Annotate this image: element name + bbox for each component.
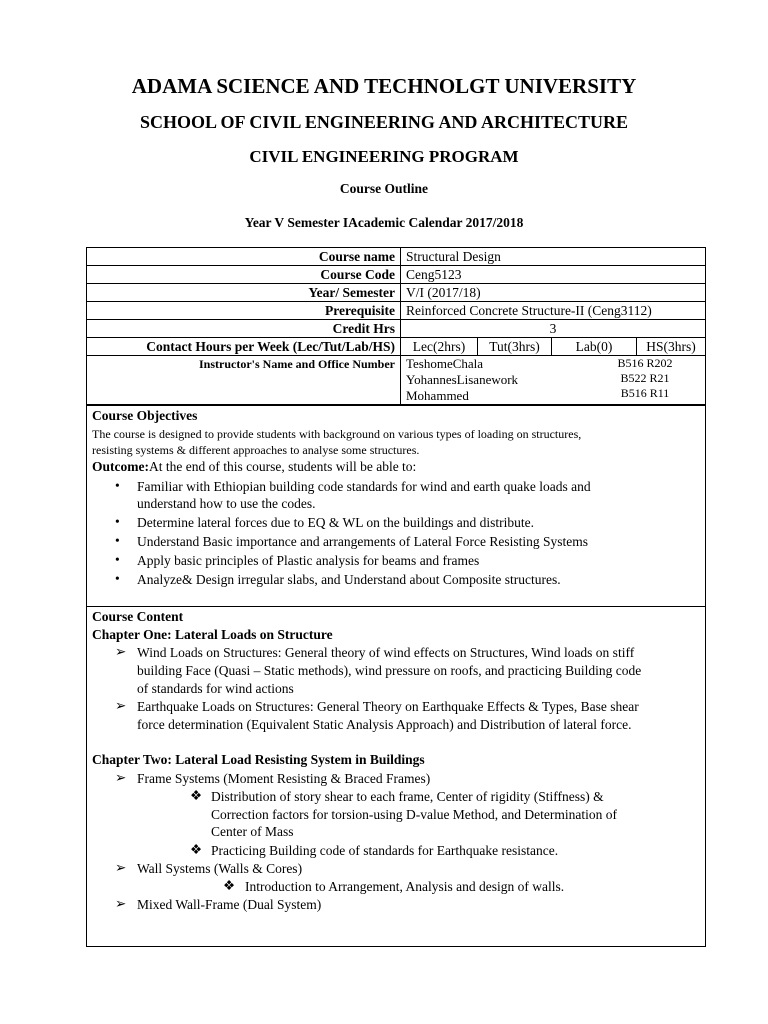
outcome-item: Apply basic principles of Plastic analysis for beams and frames [137,553,480,568]
chapter-one-topic: building Face (Quasi – Static methods), wind pressure on roofs, and practicing Building code [137,663,642,678]
row-course-code [87,266,706,284]
course-code-label: Course Code [87,266,401,284]
office-number: B522 R21 [620,371,670,385]
bullet-icon: • [115,514,120,529]
year-line: Year V Semester IAcademic Calendar 2017/2018 [244,215,524,230]
instructor-label: Instructor's Name and Office Number [87,356,401,405]
chapter-one-topic: force determination (Equivalent Static Analysis Approach) and Distribution of lateral force. [137,717,632,732]
row-instructor [87,356,706,405]
bullet-icon: • [115,552,120,567]
contact-hs: HS(3hrs) [646,339,696,354]
chapter-two-subtopic: Practicing Building code of standards for Earthquake resistance. [211,843,559,858]
row-prereq [87,302,706,320]
arrow-bullet-icon: ➢ [115,698,127,713]
course-info-table [86,247,706,405]
contact-label: Contact Hours per Week (Lec/Tut/Lab/HS) [87,338,401,356]
arrow-bullet-icon: ➢ [115,860,127,875]
outcome-item: Understand Basic importance and arrangements of Lateral Force Resisting Systems [137,534,588,549]
course-name-label: Course name [87,248,401,266]
chapter-one-heading: Chapter One: Lateral Loads on Structure [92,627,333,642]
chapter-two-subtopic: Distribution of story shear to each frame, Center of rigidity (Stiffness) & [211,789,604,804]
outcome-item: understand how to use the codes. [137,496,316,511]
course-name-value: Structural Design [401,248,706,266]
objectives-desc: The course is designed to provide students with background on various types of loading on structures, [92,427,582,441]
contact-lab: Lab(0) [552,338,637,355]
office-number: B516 R202 [617,356,673,370]
prereq-value: Reinforced Concrete Structure-II (Ceng3112) [401,302,706,320]
instructor-value [401,356,706,405]
objectives-title: Course Objectives [92,408,198,423]
doc-type: Course Outline [339,181,429,196]
row-contact [87,338,706,356]
office-number: B516 R11 [620,386,670,400]
chapter-two-subtopic: Introduction to Arrangement, Analysis and design of walls. [245,879,565,894]
content-title: Course Content [92,609,184,624]
credit-value: 3 [401,320,706,338]
outcome-item: Familiar with Ethiopian building code standards for wind and earth quake loads and [137,479,591,494]
arrow-bullet-icon: ➢ [115,896,127,911]
objectives-desc: resisting systems & different approaches to analyse some structures. [92,443,420,457]
prereq-label: Prerequisite [87,302,401,320]
diamond-bullet-icon: ❖ [190,842,203,857]
arrow-bullet-icon: ➢ [115,770,127,785]
instructor-name: TeshomeChala [406,356,484,371]
outcome-line [92,459,416,475]
bullet-icon: • [115,533,120,548]
row-course-name [87,248,706,266]
row-year-sem [87,284,706,302]
year-sem-value: V/I (2017/18) [401,284,706,302]
outcome-item: Analyze& Design irregular slabs, and Understand about Composite structures. [137,572,561,587]
outcome-item: Determine lateral forces due to EQ & WL on the buildings and distribute. [137,515,535,530]
objectives-section [86,405,706,607]
chapter-two-subtopic: Center of Mass [211,824,294,839]
bullet-icon: • [115,478,120,493]
contact-lec: Lec(2hrs) [401,338,478,355]
program-title: CIVIL ENGINEERING PROGRAM [249,147,519,166]
chapter-one-topic: of standards for wind actions [137,681,294,696]
outcome-label: Outcome: [92,459,149,474]
row-credit [87,320,706,338]
chapter-two-topic: Mixed Wall-Frame (Dual System) [137,897,322,912]
arrow-bullet-icon: ➢ [115,644,127,659]
chapter-two-topic: Frame Systems (Moment Resisting & Braced Frames) [137,771,431,786]
chapter-one-topic: Earthquake Loads on Structures: General Theory on Earthquake Effects & Types, Base shear [137,699,639,714]
instructor-name: YohannesLisanework [406,372,519,387]
content-section [86,606,706,947]
diamond-bullet-icon: ❖ [223,878,236,893]
credit-label: Credit Hrs [87,320,401,338]
instructor-name: Mohammed [406,388,469,403]
contact-tut: Tut(3hrs) [478,338,552,355]
contact-value [401,338,706,356]
university-title: ADAMA SCIENCE AND TECHNOLGT UNIVERSITY [131,74,637,98]
chapter-two-subtopic: Correction factors for torsion-using D-value Method, and Determination of [211,807,618,822]
chapter-one-topic: Wind Loads on Structures: General theory of wind effects on Structures, Wind loads on stiff [137,645,635,660]
chapter-two-topic: Wall Systems (Walls & Cores) [137,861,303,876]
diamond-bullet-icon: ❖ [190,788,203,803]
bullet-icon: • [115,571,120,586]
course-code-value: Ceng5123 [401,266,706,284]
year-sem-label: Year/ Semester [87,284,401,302]
school-title: SCHOOL OF CIVIL ENGINEERING AND ARCHITECTURE [140,112,628,132]
outcome-text: At the end of this course, students will be able to: [148,459,417,474]
chapter-two-heading: Chapter Two: Lateral Load Resisting System in Buildings [92,752,425,767]
